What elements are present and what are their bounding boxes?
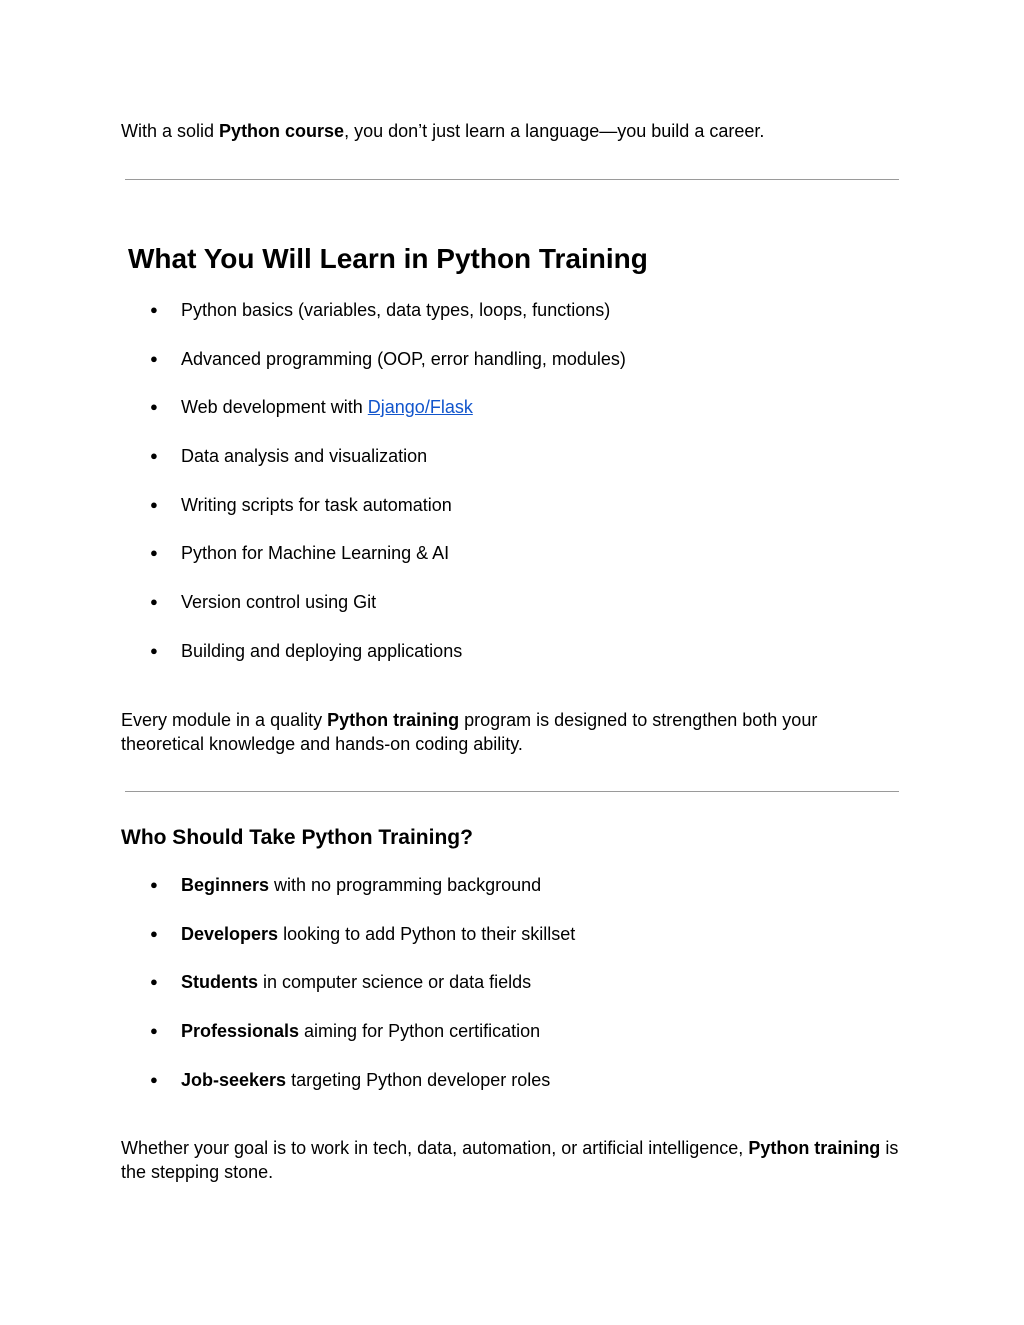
list-item [150, 395, 473, 419]
bullet-icon: ● [150, 497, 158, 512]
bullet-icon: ● [150, 1072, 158, 1087]
bullet-icon: ● [150, 1023, 158, 1038]
list-item [150, 444, 427, 468]
bullet-icon: ● [150, 302, 158, 317]
who-closing-suffix: is the stepping stone. [121, 1138, 899, 1182]
horizontal-divider [125, 179, 899, 180]
bullet-icon: ● [150, 594, 158, 609]
list-item-bold: Developers [181, 924, 279, 944]
learn-closing-prefix: Every module in a quality [121, 710, 328, 730]
list-item [150, 970, 531, 994]
list-item-text: Version control using Git [181, 592, 377, 612]
list-item [150, 639, 462, 663]
learn-closing-paragraph [121, 708, 901, 756]
list-item-text: in computer science or data fields [258, 972, 532, 992]
intro-prefix: With a solid [121, 121, 220, 141]
bullet-icon: ● [150, 545, 158, 560]
who-closing-paragraph [121, 1136, 901, 1184]
who-closing-prefix: Whether your goal is to work in tech, data, automation, or artificial intelligence, [121, 1138, 749, 1158]
horizontal-divider [125, 791, 899, 792]
bullet-icon: ● [150, 351, 158, 366]
bullet-icon: ● [150, 448, 158, 463]
bullet-icon: ● [150, 399, 158, 414]
list-item [150, 590, 376, 614]
list-item [150, 298, 610, 322]
list-item-bold: Beginners [181, 875, 270, 895]
intro-paragraph [121, 119, 901, 143]
django-flask-link[interactable]: Django/Flask [367, 397, 473, 417]
list-item-text: aiming for Python certification [299, 1021, 541, 1041]
list-item [150, 493, 452, 517]
list-item-text: Python for Machine Learning & AI [181, 543, 450, 563]
list-item-bold: Professionals [181, 1021, 300, 1041]
who-heading: Who Should Take Python Training? [121, 826, 473, 849]
bullet-icon: ● [150, 926, 158, 941]
list-item-text: Writing scripts for task automation [181, 495, 452, 515]
intro-bold: Python course [219, 121, 345, 141]
list-item-text: Web development with [181, 397, 368, 417]
list-item-bold: Job-seekers [181, 1070, 287, 1090]
list-item [150, 1019, 540, 1043]
learn-closing-bold: Python training [327, 710, 460, 730]
list-item [150, 873, 541, 897]
intro-suffix: , you don’t just learn a language—you build a career. [344, 121, 765, 141]
list-item-bold: Students [181, 972, 259, 992]
list-item-text: Building and deploying applications [181, 641, 463, 661]
list-item [150, 1068, 550, 1092]
bullet-icon: ● [150, 974, 158, 989]
learn-closing-suffix: program is designed to strengthen both your theoretical knowledge and hands-on coding ability. [121, 710, 818, 754]
list-item [150, 541, 449, 565]
list-item-text: Python basics (variables, data types, loops, functions) [181, 300, 611, 320]
list-item [150, 347, 626, 371]
bullet-icon: ● [150, 643, 158, 658]
list-item-text: targeting Python developer roles [286, 1070, 551, 1090]
list-item [150, 922, 575, 946]
list-item-text: looking to add Python to their skillset [278, 924, 576, 944]
list-item-text: Data analysis and visualization [181, 446, 428, 466]
list-item-text: with no programming background [269, 875, 542, 895]
list-item-text: Advanced programming (OOP, error handling, modules) [181, 349, 626, 369]
bullet-icon: ● [150, 877, 158, 892]
learn-heading: What You Will Learn in Python Training [128, 243, 648, 274]
who-closing-bold: Python training [748, 1138, 881, 1158]
